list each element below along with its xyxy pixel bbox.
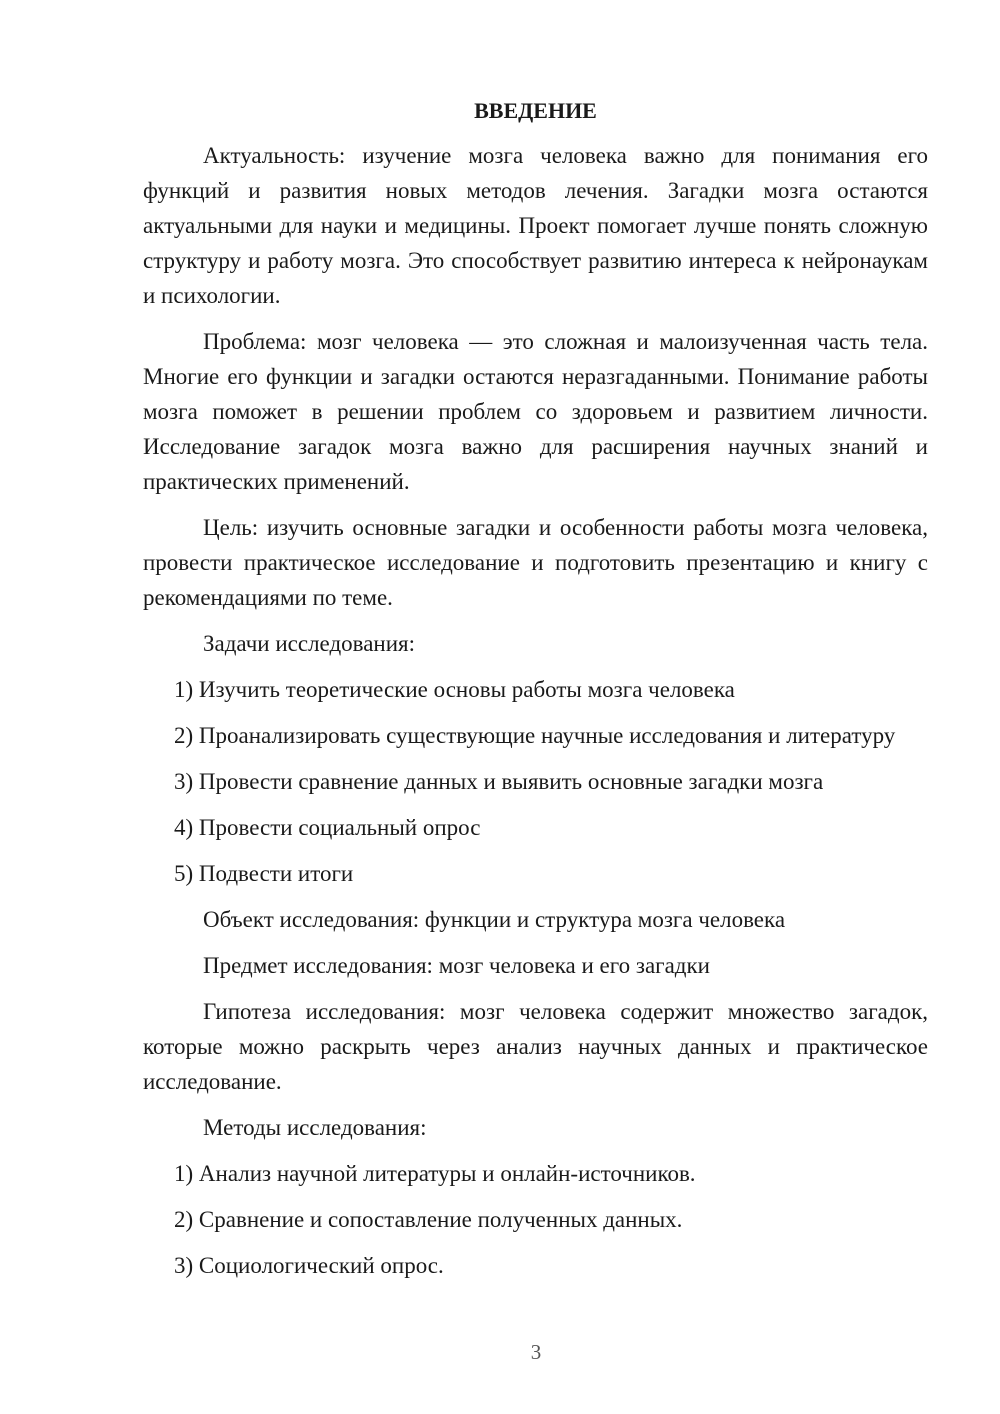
method-item: 2) Сравнение и сопоставление полученных данных. [174, 1207, 683, 1232]
task-item: 3) Провести сравнение данных и выявить основные загадки мозга [174, 769, 824, 794]
method-item: 1) Анализ научной литературы и онлайн-источников. [174, 1161, 696, 1186]
task-item: 1) Изучить теоретические основы работы мозга человека [174, 677, 735, 702]
tasks-title: Задачи исследования: [203, 631, 416, 656]
object-line: Объект исследования: функции и структура мозга человека [203, 907, 786, 932]
task-item: 4) Провести социальный опрос [174, 815, 481, 840]
task-item: 2) Проанализировать существующие научные исследования и литературу [174, 723, 896, 748]
task-item: 5) Подвести итоги [174, 861, 354, 886]
page-content [143, 94, 928, 1294]
subject-line: Предмет исследования: мозг человека и его загадки [203, 953, 710, 978]
problem-paragraph: Проблема: мозг человека — это сложная и малоизученная часть тела. Многие его функции и загадки остаются неразгаданными. Понимание работы мозга поможет в решении проблем со здоровьем и развитием личности. Исследование загадок мозга важно для расширения научных знаний и практических применений. [143, 329, 928, 494]
relevance-paragraph: Актуальность: изучение мозга человека важно для понимания его функций и развития новых методов лечения. Загадки мозга остаются актуальными для науки и медицины. Проект помогает лучше понять сложную структуру и работу мозга. Это способствует развитию интереса к нейронаукам и психологии. [143, 143, 928, 308]
hypothesis-paragraph: Гипотеза исследования: мозг человека содержит множество загадок, которые можно раскрыть через анализ научных данных и практическое исследование. [143, 999, 928, 1094]
method-item: 3) Социологический опрос. [174, 1253, 444, 1278]
methods-title: Методы исследования: [203, 1115, 427, 1140]
section-heading: ВВЕДЕНИЕ [474, 98, 597, 123]
goal-paragraph: Цель: изучить основные загадки и особенности работы мозга человека, провести практическое исследование и подготовить презентацию и книгу с рекомендациями по теме. [143, 515, 928, 610]
page-number: 3 [530, 1340, 542, 1364]
